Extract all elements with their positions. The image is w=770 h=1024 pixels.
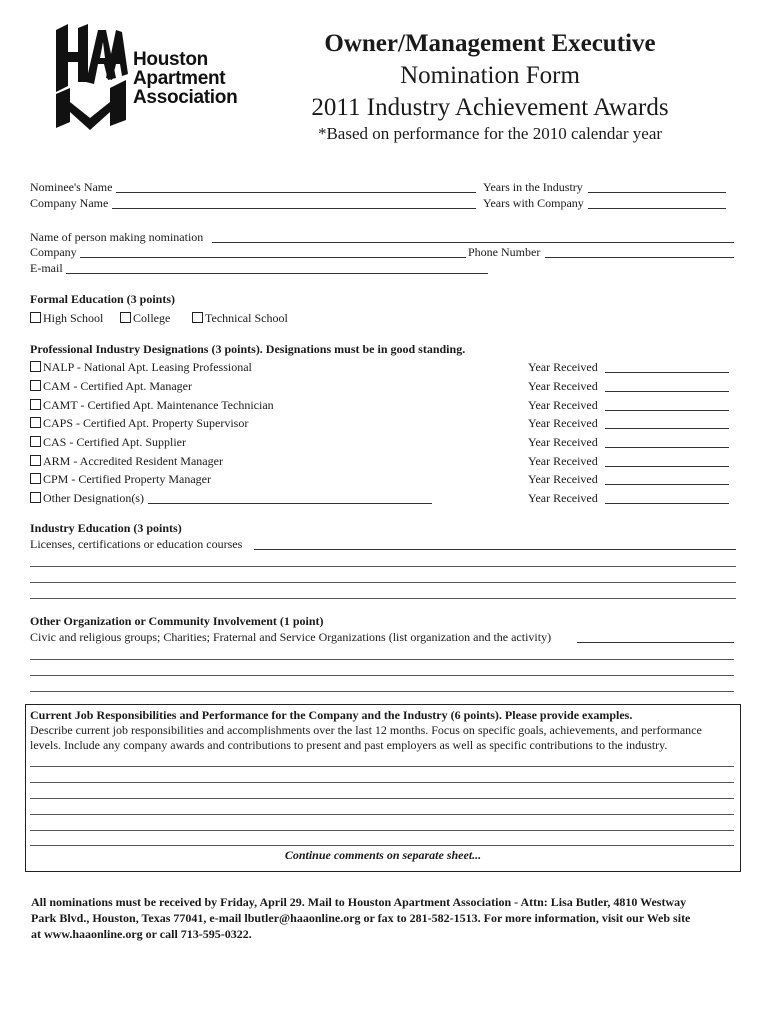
nominee-name-field[interactable] (116, 192, 476, 193)
college-label: College (133, 311, 171, 325)
high-school-label: High School (43, 311, 104, 325)
designation-label: CAS - Certified Apt. Supplier (43, 435, 186, 449)
responsibilities-instructions-2: levels. Include any company awards and contributions to present and past employers as well as specific contributions to the industry. (30, 738, 668, 752)
haa-logo (50, 22, 250, 132)
awards-basis-note: *Based on performance for the 2010 calendar year (317, 124, 663, 143)
checkbox[interactable] (30, 473, 41, 484)
designation-cas[interactable] (30, 435, 186, 449)
year-received-field[interactable] (605, 484, 729, 485)
email-label: E-mail (30, 261, 63, 275)
industry-education-line[interactable] (30, 566, 736, 567)
submission-instructions (31, 894, 736, 942)
responsibilities-line[interactable] (30, 798, 734, 799)
technical-school-label: Technical School (205, 311, 288, 325)
formal-education-heading: Formal Education (3 points) (30, 292, 176, 306)
year-received-label: Year Received (528, 435, 598, 449)
phone-field[interactable] (545, 257, 734, 258)
industry-education-heading: Industry Education (3 points) (30, 521, 182, 535)
year-received-label: Year Received (528, 379, 598, 393)
phone-label: Phone Number (468, 245, 541, 259)
other-designation-field[interactable] (148, 503, 432, 504)
year-received-label: Year Received (528, 360, 598, 374)
email-field[interactable] (66, 273, 488, 274)
designation-label: Other Designation(s) (43, 491, 144, 505)
responsibilities-line[interactable] (30, 830, 734, 831)
designation-caps[interactable] (30, 416, 248, 430)
designation-label: ARM - Accredited Resident Manager (43, 454, 223, 468)
community-heading: Other Organization or Community Involvement (1 point) (30, 614, 324, 628)
org-name-line2: Apartment (133, 68, 226, 89)
checkbox[interactable] (30, 455, 41, 466)
nominee-name-label: Nominee's Name (30, 180, 113, 194)
year-received-field[interactable] (605, 503, 729, 504)
checkbox[interactable] (30, 399, 41, 410)
technical-school-option[interactable] (192, 311, 288, 325)
community-prompt: Civic and religious groups; Charities; Fraternal and Service Organizations (list organization and the activity) (30, 630, 552, 644)
responsibilities-line[interactable] (30, 766, 734, 767)
year-received-field[interactable] (605, 391, 729, 392)
college-option[interactable] (120, 311, 170, 325)
industry-education-line[interactable] (30, 582, 736, 583)
footer-line-1: All nominations must be received by Friday, April 29. Mail to Houston Apartment Association - Attn: Lisa Butler, 4810 Westway (31, 895, 687, 909)
year-received-field[interactable] (605, 428, 729, 429)
footer-line-2: Park Blvd., Houston, Texas 77041, e-mail lbutler@haaonline.org or fax to 281-582-1513. For more information, visit our Web site (31, 911, 691, 925)
community-field[interactable] (577, 642, 734, 643)
high-school-option[interactable] (30, 311, 103, 325)
checkbox[interactable] (30, 436, 41, 447)
year-received-label: Year Received (528, 491, 598, 505)
nominator-name-label: Name of person making nomination (30, 230, 204, 244)
designation-cam[interactable] (30, 379, 192, 393)
checkbox[interactable] (30, 380, 41, 391)
year-received-field[interactable] (605, 410, 729, 411)
nominator-name-field[interactable] (212, 242, 734, 243)
designation-other[interactable] (30, 491, 144, 505)
community-line[interactable] (30, 691, 734, 692)
designation-nalp[interactable] (30, 360, 252, 374)
year-received-label: Year Received (528, 416, 598, 430)
years-company-field[interactable] (588, 208, 726, 209)
year-received-field[interactable] (605, 466, 729, 467)
designations-heading: Professional Industry Designations (3 points). Designations must be in good standing. (30, 342, 466, 356)
checkbox[interactable] (192, 312, 203, 323)
industry-education-prompt: Licenses, certifications or education courses (30, 537, 243, 551)
responsibilities-line[interactable] (30, 845, 734, 846)
continue-note: Continue comments on separate sheet... (284, 848, 482, 862)
year-received-label: Year Received (528, 398, 598, 412)
designation-label: CPM - Certified Property Manager (43, 472, 211, 486)
company-name-field[interactable] (112, 208, 476, 209)
checkbox[interactable] (30, 492, 41, 503)
years-industry-field[interactable] (588, 192, 726, 193)
designation-label: CAPS - Certified Apt. Property Supervisor (43, 416, 249, 430)
community-line[interactable] (30, 675, 734, 676)
responsibilities-instructions-1: Describe current job responsibilities and accomplishments over the last 12 months. Focus on specific goals, achievements, and performance (30, 723, 702, 737)
years-industry-label: Years in the Industry (483, 180, 583, 194)
footer-line-3: at www.haaonline.org or call 713-595-0322. (31, 927, 252, 941)
haa-logo-mark-icon (50, 22, 130, 132)
form-subtitle: Nomination Form (400, 62, 580, 89)
designation-camt[interactable] (30, 398, 274, 412)
year-received-field[interactable] (605, 372, 729, 373)
industry-education-line[interactable] (30, 598, 736, 599)
org-name-line1: Houston (133, 49, 208, 70)
org-name-line3: Association (133, 87, 238, 108)
form-title: Owner/Management Executive (324, 30, 656, 57)
designation-cpm[interactable] (30, 472, 211, 486)
designation-label: CAM - Certified Apt. Manager (43, 379, 192, 393)
year-received-field[interactable] (605, 447, 729, 448)
checkbox[interactable] (120, 312, 131, 323)
year-received-label: Year Received (528, 454, 598, 468)
community-line[interactable] (30, 659, 734, 660)
industry-education-field[interactable] (254, 549, 736, 550)
company-name-label: Company Name (30, 196, 109, 210)
nominator-company-field[interactable] (80, 257, 466, 258)
year-received-label: Year Received (528, 472, 598, 486)
responsibilities-line[interactable] (30, 814, 734, 815)
checkbox[interactable] (30, 361, 41, 372)
years-company-label: Years with Company (483, 196, 584, 210)
nominator-company-label: Company (30, 245, 77, 259)
checkbox[interactable] (30, 417, 41, 428)
designation-label: NALP - National Apt. Leasing Professional (43, 360, 252, 374)
awards-title: 2011 Industry Achievement Awards (311, 94, 669, 121)
checkbox[interactable] (30, 312, 41, 323)
designation-arm[interactable] (30, 454, 223, 468)
responsibilities-heading: Current Job Responsibilities and Performance for the Company and the Industry (6 points). Please provide examples. (30, 708, 633, 722)
designation-label: CAMT - Certified Apt. Maintenance Technician (43, 398, 274, 412)
responsibilities-line[interactable] (30, 782, 734, 783)
